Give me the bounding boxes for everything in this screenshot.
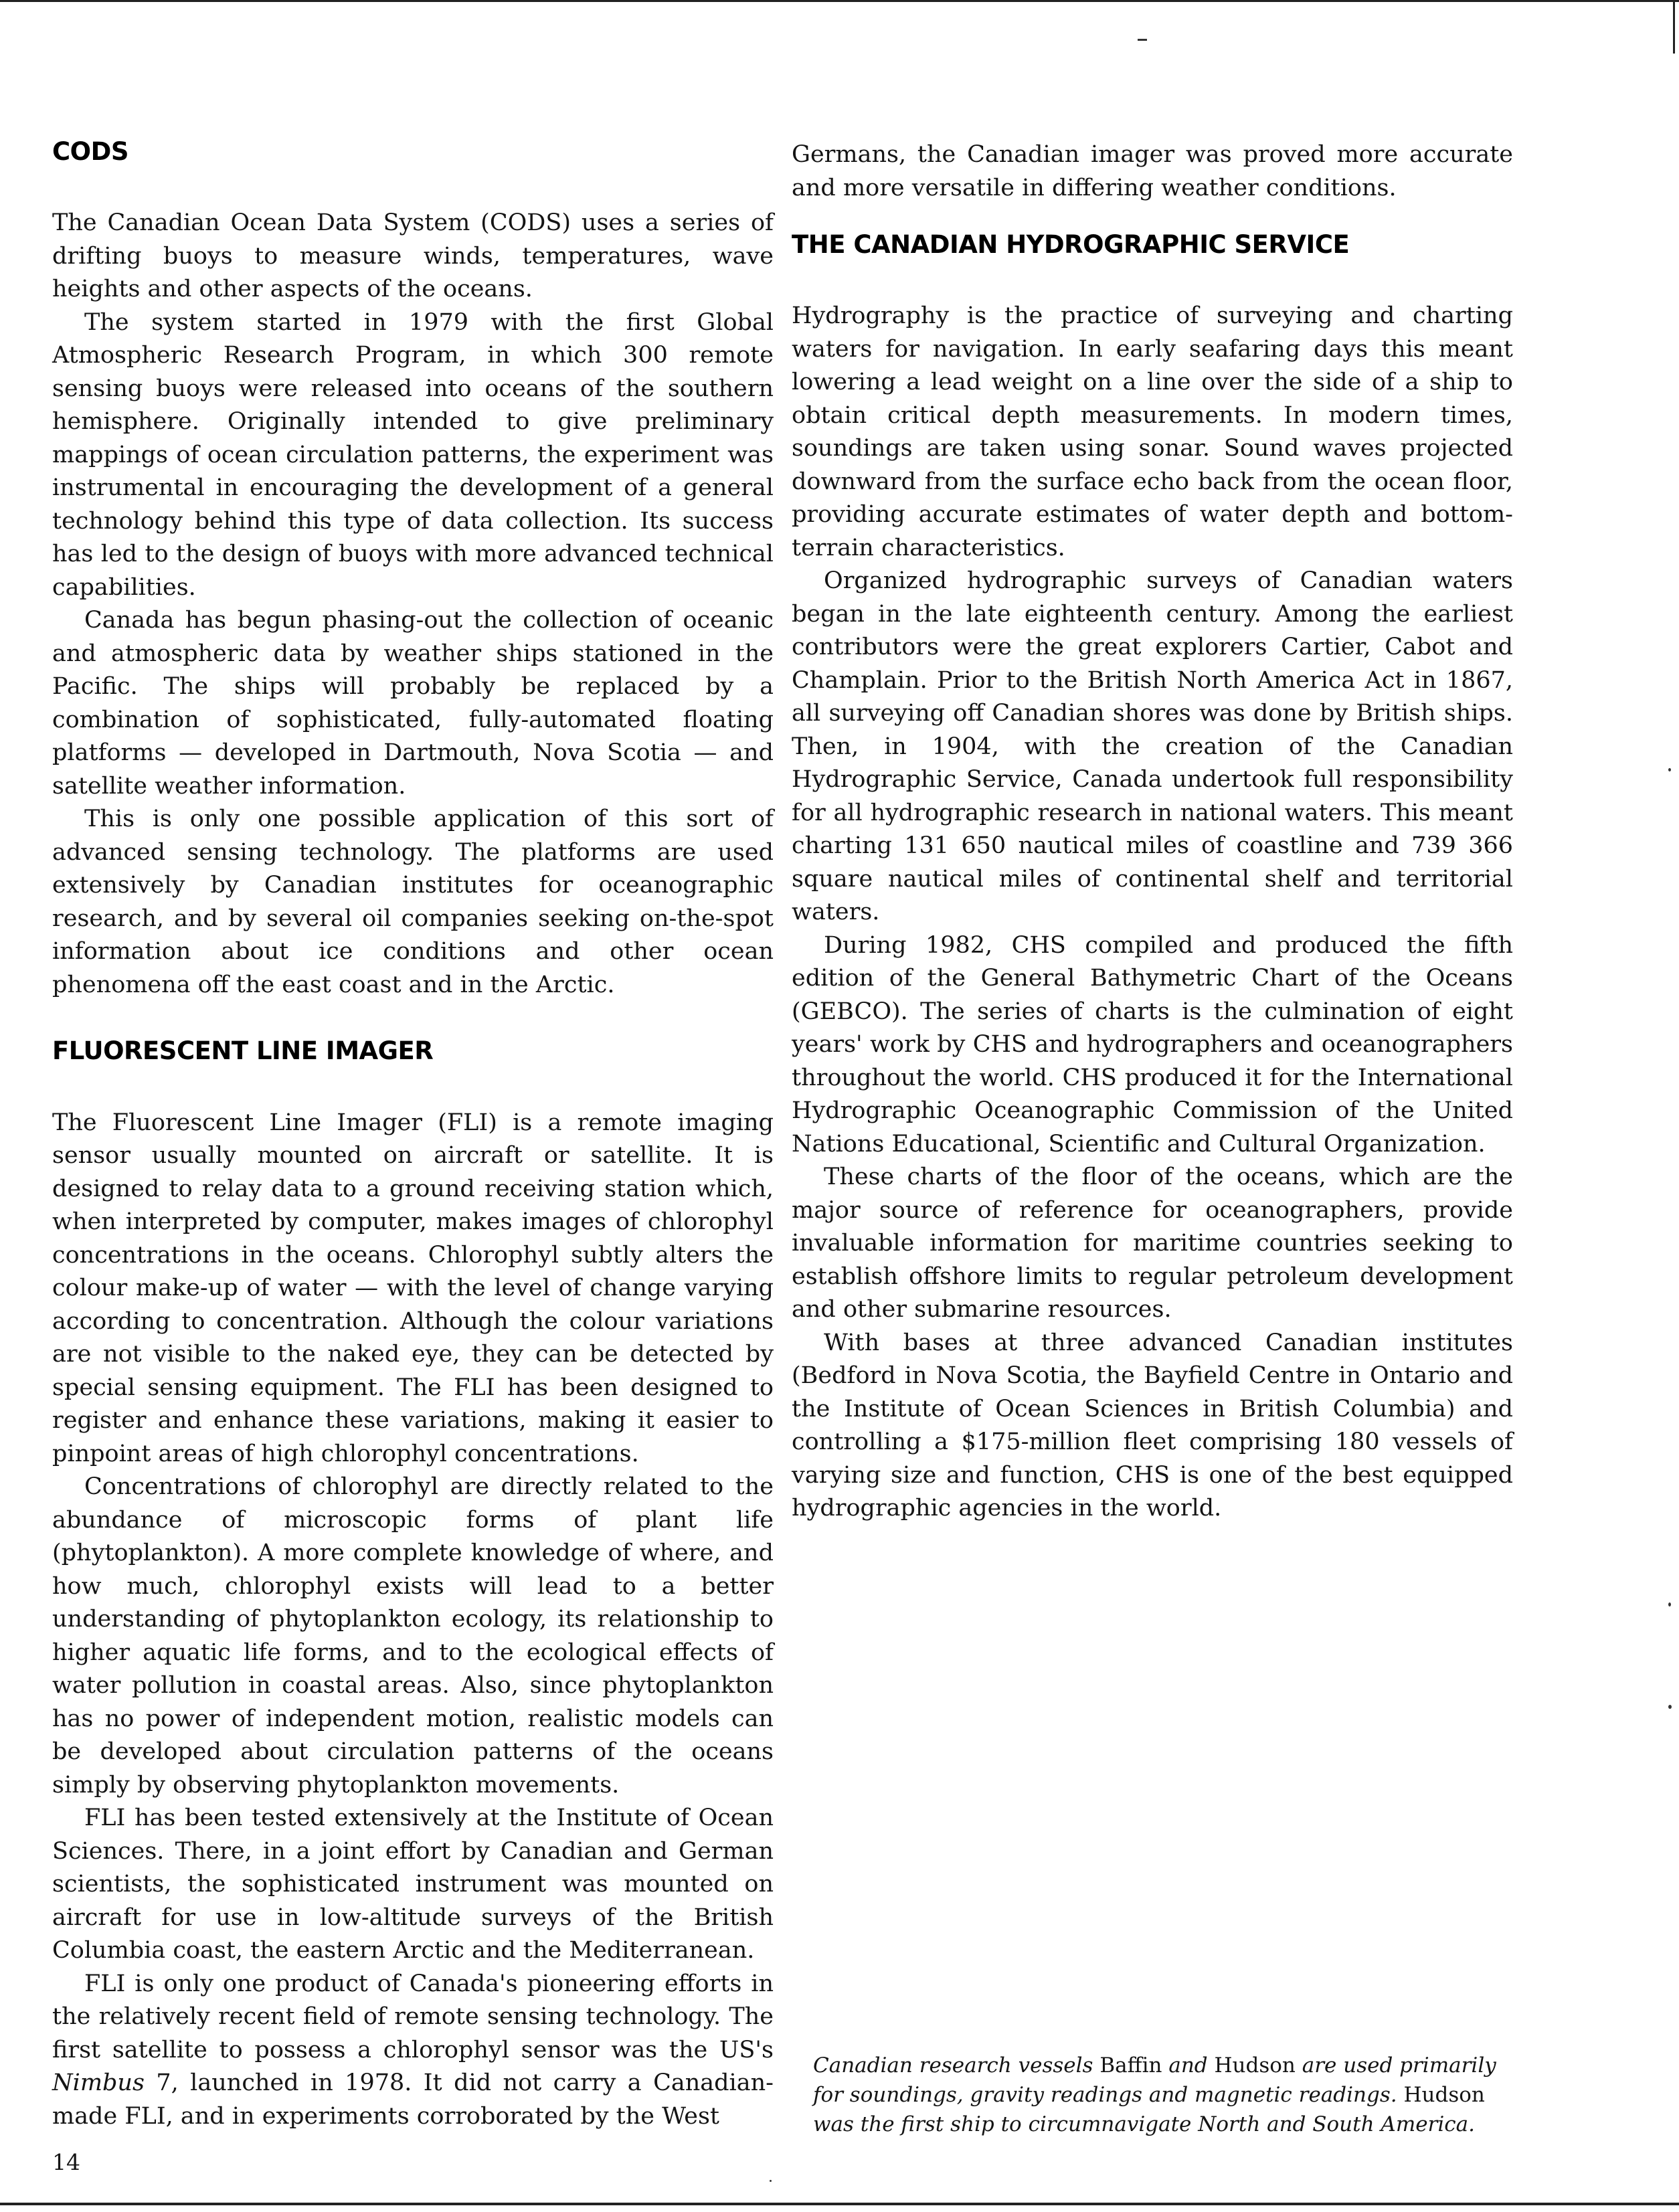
- chs-paragraph-2: Organized hydrographic surveys of Canadian waters began in the late eighteenth century. Among the earliest contributors were the great explorers Cartier, Cabot and Champlain. Prior to the British North America Act in 1867, all surveying off Canadian shores was done by British ships. Then, in 1904, with the creation of the Canadian Hydrographic Service, Canada undertook full responsibility for all hydrographic research in national waters. This meant charting 131 650 nautical miles of coastline and 739 366 square nautical miles of continental shelf and territorial waters.: [792, 567, 1513, 926]
- left-column: [52, 137, 774, 2133]
- cods-paragraph-1: The Canadian Ocean Data System (CODS) uses a series of drifting buoys to measure winds, temperatures, wave heights and other aspects of the oceans.: [52, 209, 774, 303]
- chs-paragraph-4: These charts of the floor of the oceans, which are the major source of reference for oceanographers, provide invaluable information for maritime countries seeking to establish offshore limits to regular petroleum development and other submarine resources.: [792, 1164, 1513, 1323]
- right-column: [792, 139, 1513, 1526]
- section-heading-cods: CODS: [52, 137, 128, 166]
- page-top-border: [0, 0, 1679, 2]
- cods-paragraph-3: Canada has begun phasing-out the collection of oceanic and atmospheric data by weather ships stationed in the Pacific. The ships will probably be replaced by a combination of sophisticated, fully-automated floating platforms — developed in Dartmouth, Nova Scotia — and satellite weather information.: [52, 607, 774, 800]
- fli-paragraph-3: FLI has been tested extensively at the Institute of Ocean Sciences. There, in a joint effort by Canadian and German scientists, the sophisticated instrument was mounted on aircraft for use in low-altitude surveys of the British Columbia coast, the eastern Arctic and the Mediterranean.: [52, 1805, 774, 1964]
- scan-speck: [1668, 1602, 1671, 1606]
- chs-paragraph-5: With bases at three advanced Canadian institutes (Bedford in Nova Scotia, the Bayfield Centre in Ontario and the Institute of Ocean Sciences in British Columbia) and controlling a $175-million fleet comprising 180 vessels of varying size and function, CHS is one of the best equipped hydrographic agencies in the world.: [792, 1329, 1513, 1522]
- fli-paragraph-4: [52, 1968, 774, 2134]
- fli-paragraph-2: Concentrations of chlorophyl are directly related to the abundance of microscopic forms of plant life (phytoplankton). A more complete knowledge of where, and how much, chlorophyl exists will lead to a better understanding of phytoplankton ecology, its relationship to higher aquatic life forms, and to the ecological effects of water pollution in coastal areas. Also, since phytoplankton has no power of independent motion, realistic models can be developed about circulation patterns of the oceans simply by observing phytoplankton movements.: [52, 1473, 774, 1799]
- cods-paragraph-2: The system started in 1979 with the first Global Atmospheric Research Program, in which 300 remote sensing buoys were released into oceans of the southern hemisphere. Originally intended to give preliminary mappings of ocean circulation patterns, the experiment was instrumental in encouraging the development of a general technology behind this type of data collection. Its success has led to the design of buoys with more advanced technical capabilities.: [52, 308, 774, 601]
- caption-text: and: [1162, 2053, 1215, 2078]
- scan-speck: [1668, 1705, 1672, 1709]
- photo-caption: [813, 2051, 1509, 2139]
- caption-ship-name: Baffin: [1099, 2053, 1162, 2078]
- caption-ship-name: Hudson: [1214, 2053, 1296, 2078]
- section-heading-chs: THE CANADIAN HYDROGRAPHIC SERVICE: [792, 230, 1350, 259]
- chs-paragraph-1: Hydrography is the practice of surveying and charting waters for navigation. In early seafaring days this meant lowering a lead weight on a line over the side of a ship to obtain critical depth measurements. In modern times, soundings are taken using sonar. Sound waves projected downward from the surface echo back from the ocean floor, providing accurate estimates of water depth and bottom-terrain characteristics.: [792, 302, 1513, 561]
- page-right-border: [1673, 0, 1675, 54]
- caption-ship-name: Hudson: [1403, 2083, 1485, 2107]
- caption-text: Canadian research vessels: [813, 2053, 1100, 2078]
- page-number: 14: [52, 2149, 80, 2175]
- cods-paragraph-4: This is only one possible application of this sort of advanced sensing technology. The platforms are used extensively by Canadian institutes for oceanographic research, and by several oil companies seeking on-the-spot information about ice conditions and other ocean phenomena off the east coast and in the Arctic.: [52, 806, 774, 998]
- scan-speck: [1668, 768, 1671, 771]
- satellite-name: Nimbus: [52, 2069, 145, 2097]
- scan-speck: [770, 2180, 772, 2182]
- caption-text: was the first ship to circumnavigate North and South America.: [813, 2112, 1475, 2136]
- fli-paragraph-1: The Fluorescent Line Imager (FLI) is a remote imaging sensor usually mounted on aircraft or satellite. It is designed to relay data to a ground receiving station which, when interpreted by computer, makes images of chlorophyl concentrations in the oceans. Chlorophyl subtly alters the colour make-up of water — with the level of change varying according to concentration. Although the colour variations are not visible to the naked eye, they can be detected by special sensing equipment. The FLI has been designed to register and enhance these variations, making it easier to pinpoint areas of high chlorophyl concentrations.: [52, 1109, 774, 1467]
- page-bottom-border: [0, 2203, 1679, 2205]
- fli-continuation-paragraph: Germans, the Canadian imager was proved more accurate and more versatile in differing weather conditions.: [792, 141, 1513, 201]
- fli-paragraph-4-text-a: FLI is only one product of Canada's pioneering efforts in the relatively recent field of remote sensing technology. The first satellite to possess a chlorophyl sensor was the US's: [52, 1970, 774, 2063]
- caption-text: are used primarily for soundings, gravity readings and magnetic readings.: [813, 2053, 1496, 2107]
- scan-mark: [1138, 39, 1147, 41]
- fli-paragraph-4-text-b: 7, launched in 1978. It did not carry a Canadian-made FLI, and in experiments corroborated by the West: [52, 2069, 774, 2130]
- section-heading-fli: FLUORESCENT LINE IMAGER: [52, 1036, 434, 1066]
- chs-paragraph-3: During 1982, CHS compiled and produced the fifth edition of the General Bathymetric Chart of the Oceans (GEBCO). The series of charts is the culmination of eight years' work by CHS and hydrographers and oceanographers throughout the world. CHS produced it for the International Hydrographic Oceanographic Commission of the United Nations Educational, Scientific and Cultural Organization.: [792, 931, 1513, 1158]
